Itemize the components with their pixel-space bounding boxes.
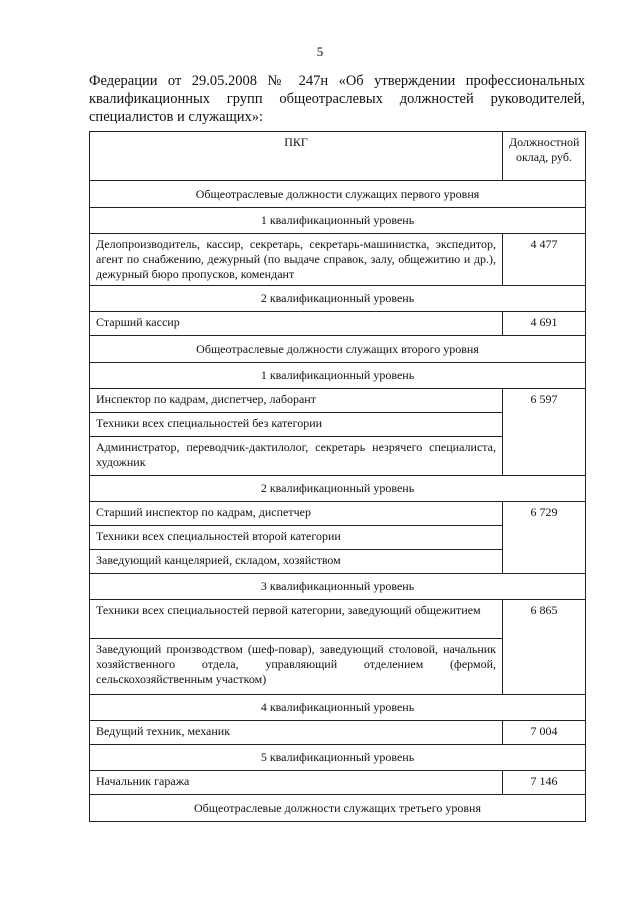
table-row [90,389,586,413]
intro-paragraph: Федерации от 29.05.2008 № 247н «Об утверждении профессиональных квалификационных групп общеотраслевых должностей руководителей, специалистов и служащих»: [89,73,585,125]
pkg2-level2-position1: Старший инспектор по кадрам, диспетчер [90,502,503,526]
pkg2-level4-positions: Ведущий техник, механик [90,721,503,745]
pkg2-level2-title: 2 квалификационный уровень [90,476,586,502]
pkg1-level2-title: 2 квалификационный уровень [90,286,586,312]
pkg1-level2-salary: 4 691 [503,312,586,336]
pkg2-level3-position1: Техники всех специальностей первой категории, заведующий общежитием [90,600,503,639]
level-row [90,695,586,721]
pkg2-level1-position1: Инспектор по кадрам, диспетчер, лаборант [90,389,503,413]
pkg1-level1-title: 1 квалификационный уровень [90,208,586,234]
pkg2-level5-salary: 7 146 [503,771,586,795]
table-row [90,771,586,795]
pkg2-title: Общеотраслевые должности служащих второго уровня [90,336,586,363]
pkg3-title: Общеотраслевые должности служащих третьего уровня [90,795,586,822]
level-row [90,476,586,502]
pkg-title-row [90,795,586,822]
table-row [90,600,586,639]
pkg2-level5-title: 5 квалификационный уровень [90,745,586,771]
pkg2-level1-title: 1 квалификационный уровень [90,363,586,389]
pkg-title-row [90,181,586,208]
table-row [90,234,586,286]
pkg2-level1-position2: Техники всех специальностей без категории [90,413,503,437]
table-row [90,312,586,336]
level-row [90,286,586,312]
table-row [90,721,586,745]
page-number: 5 [316,44,324,59]
pkg1-level1-positions: Делопроизводитель, кассир, секретарь, секретарь-машинистка, экспедитор, агент по снабжению, дежурный (по выдаче справок, залу, общежитию и др.), дежурный бюро пропусков, комендант [90,234,503,286]
pkg2-level3-title: 3 квалификационный уровень [90,574,586,600]
pkg2-level3-position2: Заведующий производством (шеф-повар), заведующий столовой, начальник хозяйственного отдела, управляющий отделением (фермой, сельскохозяйственным участком) [90,639,503,695]
level-row [90,208,586,234]
pkg-title-row [90,336,586,363]
pkg1-level2-positions: Старший кассир [90,312,503,336]
pkg1-level1-salary: 4 477 [503,234,586,286]
level-row [90,363,586,389]
salary-table [89,131,586,822]
header-salary: Должностной оклад, руб. [503,132,586,181]
pkg2-level3-salary: 6 865 [503,600,586,695]
pkg2-level4-title: 4 квалификационный уровень [90,695,586,721]
pkg2-level4-salary: 7 004 [503,721,586,745]
table-row [90,502,586,526]
pkg2-level5-positions: Начальник гаража [90,771,503,795]
level-row [90,745,586,771]
table-header-row [90,132,586,181]
pkg1-title: Общеотраслевые должности служащих первого уровня [90,181,586,208]
header-pkg: ПКГ [90,132,503,181]
pkg2-level1-position3: Администратор, переводчик-дактилолог, секретарь незрячего специалиста, художник [90,437,503,476]
pkg2-level2-position3: Заведующий канцелярией, складом, хозяйством [90,550,503,574]
pkg2-level2-position2: Техники всех специальностей второй категории [90,526,503,550]
level-row [90,574,586,600]
pkg2-level1-salary: 6 597 [503,389,586,476]
pkg2-level2-salary: 6 729 [503,502,586,574]
